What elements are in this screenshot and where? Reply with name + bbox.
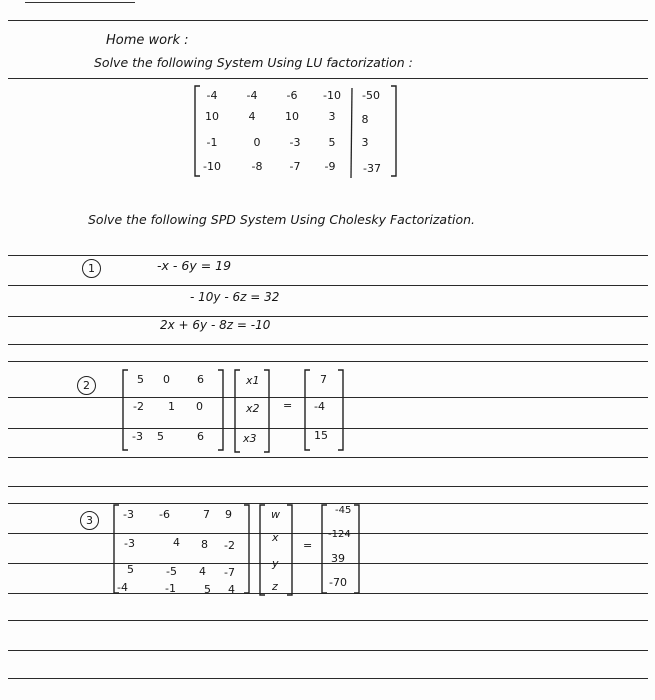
p3-cell: 5 xyxy=(127,563,134,576)
p3-cell: 7 xyxy=(203,508,210,521)
p2-unknown: x2 xyxy=(246,402,260,415)
lu-cell: -1 xyxy=(206,136,218,149)
lu-cell: 3 xyxy=(328,110,336,123)
lu-cell: 5 xyxy=(328,136,336,149)
lu-cell: -4 xyxy=(246,89,258,102)
p2-cell: 1 xyxy=(168,400,175,413)
problem-2-number: 2 xyxy=(77,376,96,395)
p3-cell: -3 xyxy=(124,537,135,550)
p3-cell: 9 xyxy=(225,508,232,521)
lu-cell: -4 xyxy=(206,89,218,102)
lu-cell: -9 xyxy=(324,160,336,173)
lu-cell: -7 xyxy=(289,160,301,173)
lu-cell: -10 xyxy=(203,160,221,173)
p2-rhs-value: -4 xyxy=(314,400,325,413)
p2-unknown: x3 xyxy=(243,432,257,445)
lu-cell: 3 xyxy=(361,136,369,149)
p2-unknown: x1 xyxy=(246,374,260,387)
problem-3-number: 3 xyxy=(80,511,99,530)
lu-cell: -37 xyxy=(363,162,381,175)
p2-equals-sign: = xyxy=(283,399,293,412)
lu-cell: 10 xyxy=(205,110,219,123)
p3-cell: -7 xyxy=(224,566,235,579)
lu-cell: 8 xyxy=(361,113,369,126)
p3-cell: -5 xyxy=(166,565,177,578)
lu-cell: -6 xyxy=(286,89,298,102)
p3-unknown: w xyxy=(271,508,280,521)
p3-cell: 4 xyxy=(173,536,180,549)
cholesky-task-text: Solve the following SPD System Using Cholesky Factorization. xyxy=(88,212,475,227)
p2-rhs-value: 15 xyxy=(314,429,328,442)
p3-cell: -1 xyxy=(165,582,176,595)
p3-cell: 5 xyxy=(204,583,211,596)
p2-rhs-value: 7 xyxy=(320,373,327,386)
p3-unknown: z xyxy=(272,580,278,593)
p2-cell: -2 xyxy=(133,400,144,413)
p3-cell: -2 xyxy=(224,539,235,552)
lu-task-text: Solve the following System Using LU factorization : xyxy=(94,55,413,70)
p3-rhs-value: -124 xyxy=(328,529,351,540)
lu-cell: 4 xyxy=(248,110,256,123)
p3-cell: -4 xyxy=(117,581,128,594)
p1-equation: 2x + 6y - 8z = -10 xyxy=(160,318,271,332)
p3-cell: 4 xyxy=(199,565,206,578)
p3-cell: -6 xyxy=(159,508,170,521)
p3-rhs-value: -70 xyxy=(329,576,347,589)
lu-cell: 0 xyxy=(253,136,261,149)
p3-unknown: y xyxy=(272,557,279,570)
p2-cell: 5 xyxy=(157,430,164,443)
p1-equation: -x - 6y = 19 xyxy=(157,258,232,273)
p2-cell: 0 xyxy=(196,400,203,413)
p3-unknown: x xyxy=(272,531,279,544)
lu-cell: 10 xyxy=(285,110,299,123)
lu-cell: -10 xyxy=(323,89,341,102)
lu-cell: -50 xyxy=(362,89,380,102)
lu-cell: -8 xyxy=(251,160,263,173)
homework-title: Home work : xyxy=(106,33,189,48)
lu-cell: -3 xyxy=(289,136,301,149)
p3-cell: 4 xyxy=(228,583,235,596)
problem-1-number: 1 xyxy=(82,259,101,278)
p2-cell: 6 xyxy=(197,373,204,386)
p2-cell: 5 xyxy=(137,373,144,386)
p2-cell: -3 xyxy=(132,430,143,443)
p3-rhs-value: 39 xyxy=(331,552,345,565)
p3-cell: 8 xyxy=(201,538,208,551)
p2-cell: 6 xyxy=(197,430,204,443)
p3-rhs-value: -45 xyxy=(335,505,352,516)
p3-equals-sign: = xyxy=(303,539,313,552)
p1-equation: - 10y - 6z = 32 xyxy=(190,290,280,304)
p2-cell: 0 xyxy=(163,373,170,386)
p3-cell: -3 xyxy=(123,508,134,521)
